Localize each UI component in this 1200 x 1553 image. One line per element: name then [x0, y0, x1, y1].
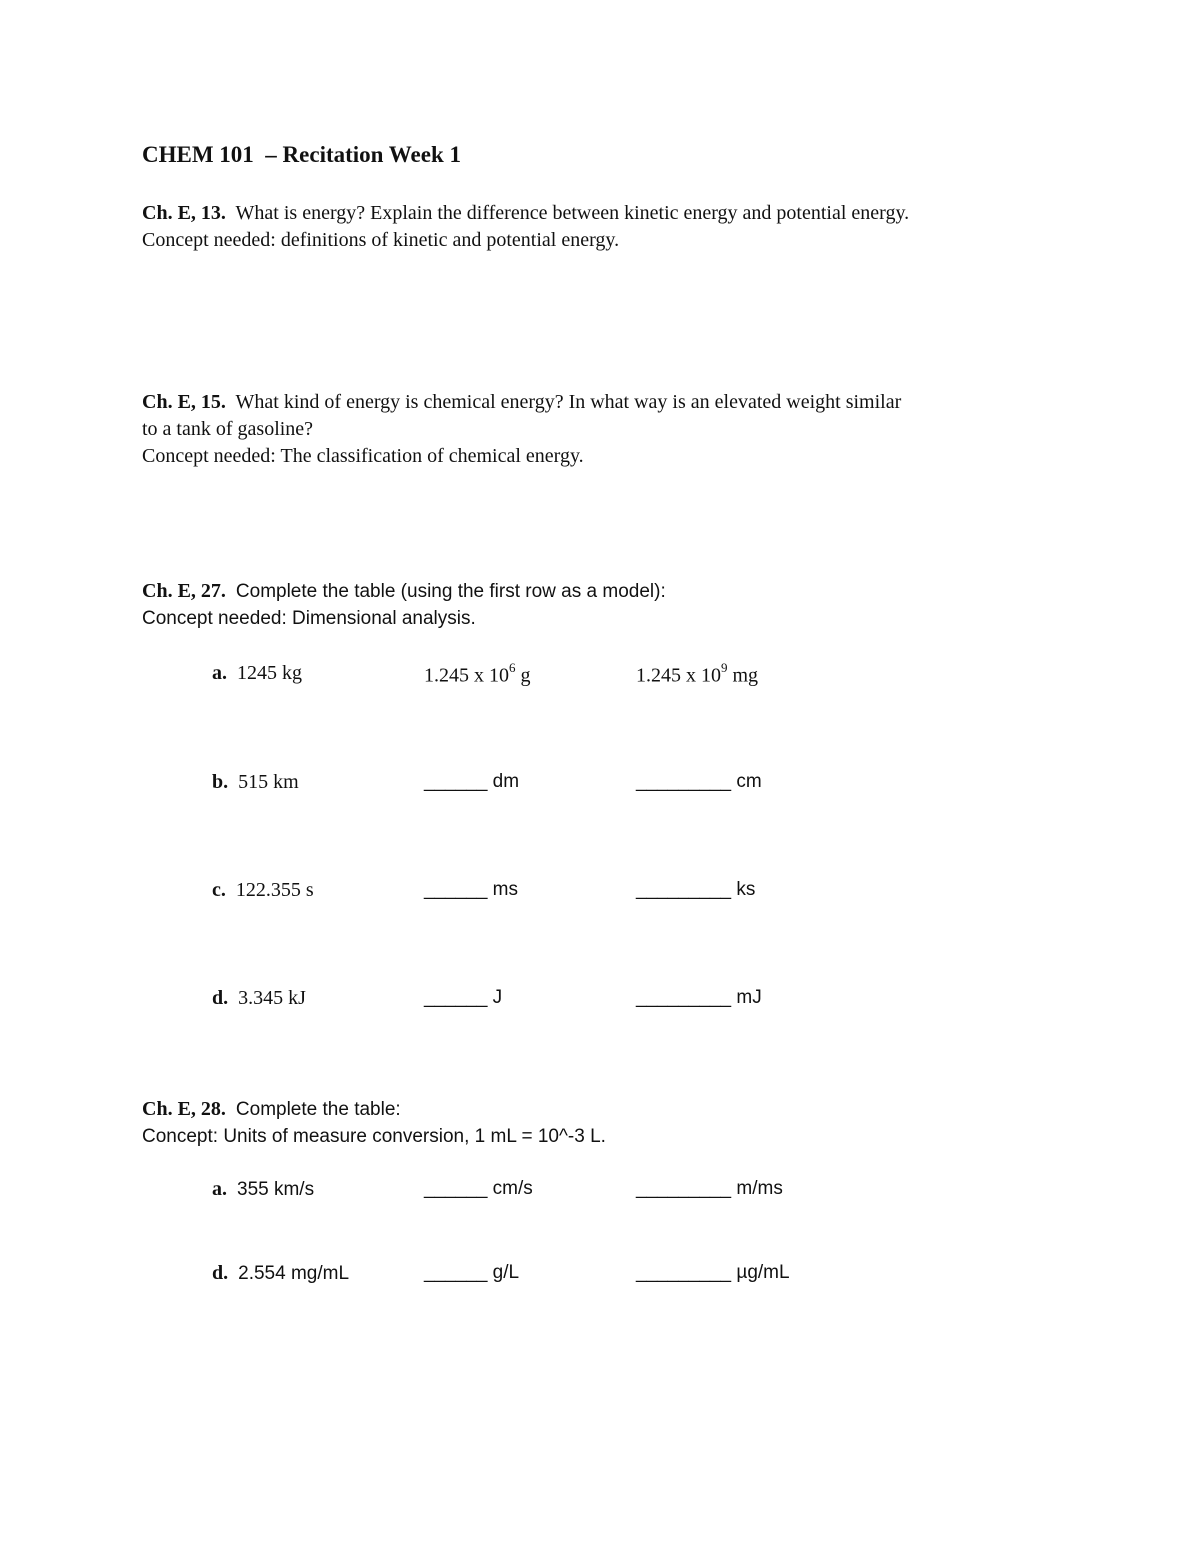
- table-row: [0, 662, 1200, 692]
- given-value: 1245 kg: [237, 662, 302, 684]
- answer-blank-col2: ______ g/L: [424, 1262, 520, 1283]
- given-value: 122.355 s: [235, 879, 314, 901]
- row-label: a.: [212, 662, 227, 684]
- question-e27-number: Ch. E, 27.: [142, 580, 226, 602]
- question-e15: [142, 389, 1082, 470]
- answer-col2: [424, 662, 531, 688]
- table-row: [0, 1262, 1200, 1292]
- question-e27-concept: Concept needed: Dimensional analysis.: [142, 608, 476, 629]
- table-row: [0, 987, 1200, 1017]
- table-row: [0, 879, 1200, 909]
- row-label: d.: [212, 1262, 229, 1284]
- row-label: b.: [212, 771, 229, 793]
- answer-blank-col3: _________ ks: [636, 879, 756, 900]
- question-e28: [142, 1096, 1082, 1150]
- row-label: d.: [212, 987, 229, 1009]
- answer-blank-col2: ______ cm/s: [424, 1178, 533, 1199]
- col2-exponent: 6: [509, 660, 516, 675]
- question-e27-text: Complete the table (using the first row as a model):: [235, 581, 666, 602]
- question-e15-number: Ch. E, 15.: [142, 391, 226, 413]
- col3-base: 1.245 x 10: [636, 664, 721, 687]
- row-given: [212, 1262, 349, 1285]
- answer-blank-col3: _________ µg/mL: [636, 1262, 790, 1283]
- row-given: [212, 987, 306, 1010]
- col3-exponent: 9: [721, 660, 728, 675]
- row-given: [212, 662, 302, 685]
- answer-blank-col3: _________ m/ms: [636, 1178, 783, 1199]
- question-e13-prompt: [142, 200, 1082, 227]
- table-row: [0, 771, 1200, 801]
- row-given: [212, 1178, 314, 1201]
- page-title: CHEM 101 – Recitation Week 1: [142, 142, 461, 167]
- question-e13: [142, 200, 1082, 254]
- question-e15-text-line1: What kind of energy is chemical energy? In what way is an elevated weight similar: [235, 391, 902, 413]
- given-value: 515 km: [238, 771, 299, 793]
- col2-base: 1.245 x 10: [424, 664, 509, 687]
- col3-unit: mg: [727, 664, 759, 687]
- question-e13-text: What is energy? Explain the difference between kinetic energy and potential energy.: [235, 202, 910, 224]
- answer-blank-col3: _________ mJ: [636, 987, 762, 1008]
- question-e28-prompt: [142, 1096, 1082, 1123]
- question-e15-concept: Concept needed: The classification of chemical energy.: [142, 445, 584, 467]
- answer-blank-col2: ______ ms: [424, 879, 519, 900]
- question-e27-prompt: [142, 578, 1082, 605]
- given-value: 3.345 kJ: [238, 987, 306, 1009]
- question-e28-text: Complete the table:: [235, 1099, 401, 1120]
- question-e13-concept: Concept needed: definitions of kinetic and potential energy.: [142, 229, 620, 251]
- given-value: 2.554 mg/mL: [238, 1263, 350, 1284]
- question-e28-number: Ch. E, 28.: [142, 1098, 226, 1120]
- given-value: 355 km/s: [237, 1179, 315, 1200]
- question-e28-concept: Concept: Units of measure conversion, 1 mL = 10^-3 L.: [142, 1126, 606, 1147]
- answer-blank-col2: ______ J: [424, 987, 503, 1008]
- answer-col3: [636, 662, 758, 688]
- question-e15-text-line2: to a tank of gasoline?: [142, 418, 314, 440]
- row-given: [212, 879, 314, 902]
- table-row: [0, 1178, 1200, 1208]
- question-e13-number: Ch. E, 13.: [142, 202, 226, 224]
- answer-blank-col2: ______ dm: [424, 771, 520, 792]
- answer-blank-col3: _________ cm: [636, 771, 762, 792]
- question-e27: [142, 578, 1082, 632]
- row-label: c.: [212, 879, 226, 901]
- col2-unit: g: [515, 664, 531, 687]
- row-label: a.: [212, 1178, 227, 1200]
- row-given: [212, 771, 299, 794]
- question-e15-prompt: [142, 389, 1082, 416]
